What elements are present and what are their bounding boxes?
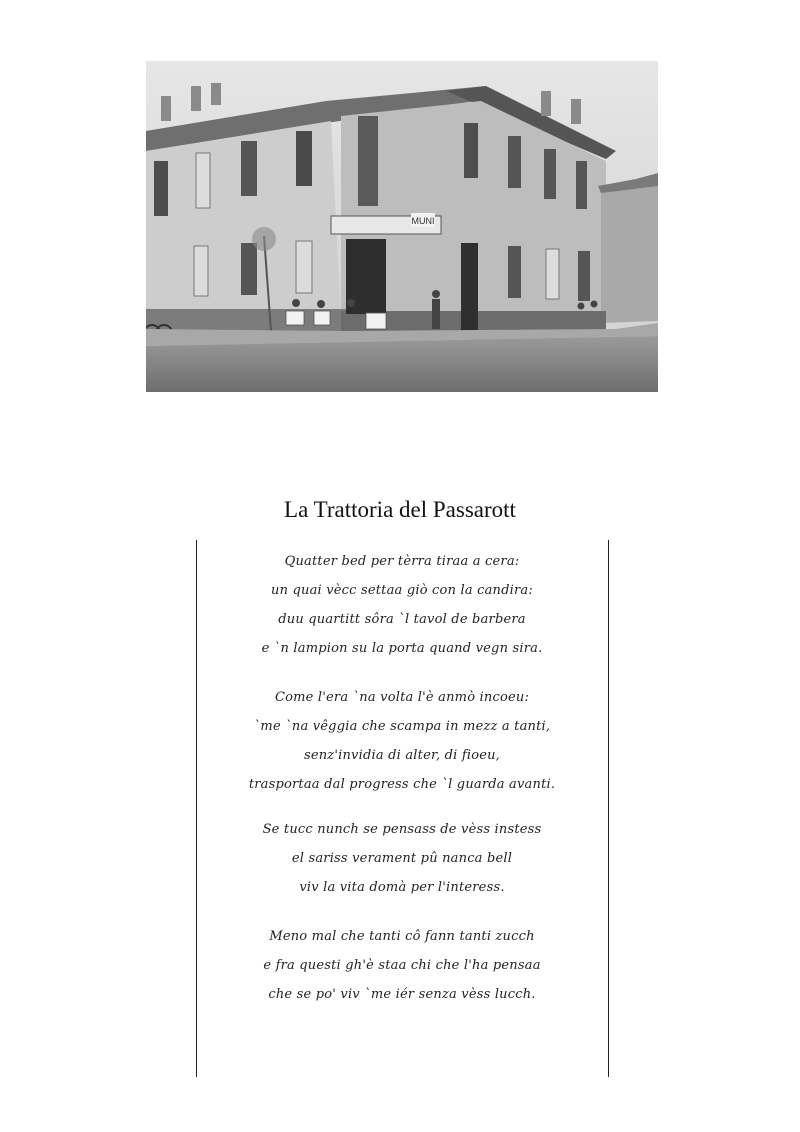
trattoria-photo-illustration xyxy=(146,61,658,392)
poem xyxy=(197,540,607,1009)
page-title: La Trattoria del Passarott xyxy=(284,497,516,522)
poem-line: senz'invidia di alter, di fioeu, xyxy=(303,748,501,763)
poem-line: Quatter bed per tèrra tiraa a cera: xyxy=(284,554,520,569)
poem-stanza xyxy=(197,547,607,663)
poem-line: viv la vita domà per l'interess. xyxy=(299,880,505,895)
poem-line: e `n lampion su la porta quand vegn sira. xyxy=(261,641,543,656)
poem-line: el sariss verament pû nanca bell xyxy=(291,851,513,866)
trattoria-photo xyxy=(146,61,658,392)
poem-line: duu quartitt sôra `l tavol de barbera xyxy=(278,612,526,627)
photo-sign-text: MUNI xyxy=(411,216,435,226)
poem-stanza xyxy=(197,922,607,1009)
right-border-line xyxy=(608,540,609,1077)
poem-line: Se tucc nunch se pensass de vèss instess xyxy=(262,822,542,837)
poem-line: e fra questi gh'è staa chi che l'ha pensaa xyxy=(263,958,541,973)
poem-stanza xyxy=(197,815,607,902)
poem-line: `me `na vêggia che scampa in mezz a tanti, xyxy=(253,719,551,734)
poem-line: Come l'era `na volta l'è anmò incoeu: xyxy=(274,690,530,705)
poem-line: che se po' viv `me iér senza vèss lucch. xyxy=(268,987,536,1002)
poem-line: un quai vècc settaa giò con la candira: xyxy=(271,583,533,598)
poem-line: Meno mal che tanti cô fann tanti zucch xyxy=(269,929,535,944)
poem-line: trasportaa dal progress che `l guarda avanti. xyxy=(248,777,556,792)
poem-stanza xyxy=(197,683,607,799)
